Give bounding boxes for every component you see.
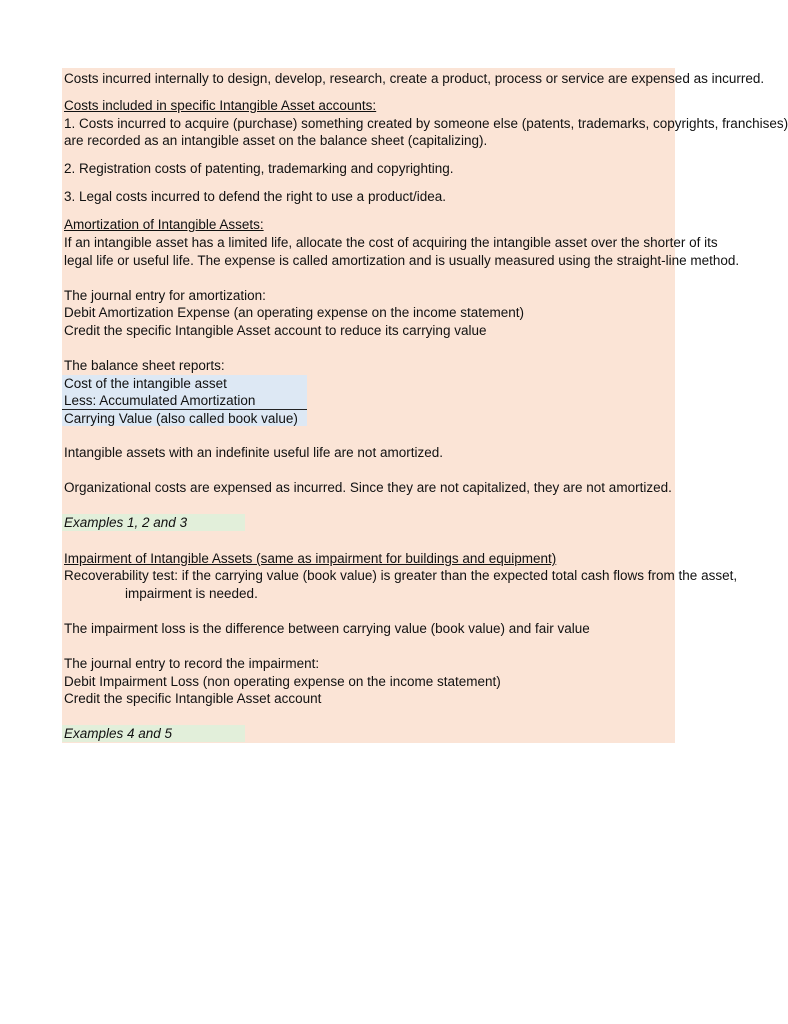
balance-sheet-heading: The balance sheet reports: (64, 358, 225, 373)
amortization-heading: Amortization of Intangible Assets: (64, 217, 264, 232)
balance-sheet-row-accumulated: Less: Accumulated Amortization (64, 393, 256, 408)
impairment-heading: Impairment of Intangible Assets (same as impairment for buildings and equipment) (64, 551, 557, 566)
amortization-line-1: If an intangible asset has a limited life, allocate the cost of acquiring the intangible asset over the shorter of its (64, 235, 718, 250)
recoverability-test-line-2: impairment is needed. (125, 586, 258, 601)
amortization-je-debit: Debit Amortization Expense (an operating expense on the income statement) (64, 305, 525, 320)
balance-sheet-row-cost: Cost of the intangible asset (64, 376, 227, 391)
recoverability-test-line-1: Recoverability test: if the carrying value (book value) is greater than the expected total cash flows from the asset, (64, 568, 738, 583)
specific-item-2: 2. Registration costs of patenting, trademarking and copyrighting. (64, 161, 454, 176)
impairment-je-debit: Debit Impairment Loss (non operating expense on the income statement) (64, 674, 501, 689)
impairment-je-credit: Credit the specific Intangible Asset account (64, 691, 322, 706)
notes-sheet (62, 68, 788, 743)
specific-item-1-line-2: are recorded as an intangible asset on the balance sheet (capitalizing). (64, 133, 488, 148)
amortization-je-credit: Credit the specific Intangible Asset account to reduce its carrying value (64, 323, 487, 338)
specific-heading: Costs included in specific Intangible Asset accounts: (64, 98, 377, 113)
specific-item-3: 3. Legal costs incurred to defend the right to use a product/idea. (64, 189, 446, 204)
organizational-costs-note: Organizational costs are expensed as incurred. Since they are not capitalized, they are not amortized. (64, 480, 672, 495)
specific-item-1-line-1: 1. Costs incurred to acquire (purchase) something created by someone else (patents, trademarks, copyrights, franchises) (64, 116, 788, 131)
indefinite-life-note: Intangible assets with an indefinite useful life are not amortized. (64, 445, 443, 460)
impairment-loss-note: The impairment loss is the difference between carrying value (book value) and fair value (64, 621, 590, 636)
examples-1-3: Examples 1, 2 and 3 (64, 515, 188, 530)
amortization-line-2: legal life or useful life. The expense is called amortization and is usually measured using the straight-line method. (64, 253, 740, 268)
examples-4-5: Examples 4 and 5 (64, 726, 173, 741)
intro-text: Costs incurred internally to design, develop, research, create a product, process or service are expensed as incurred. (64, 71, 765, 86)
impairment-je-heading: The journal entry to record the impairment: (64, 656, 320, 671)
balance-sheet-row-carrying: Carrying Value (also called book value) (64, 411, 298, 426)
amortization-je-heading: The journal entry for amortization: (64, 288, 266, 303)
